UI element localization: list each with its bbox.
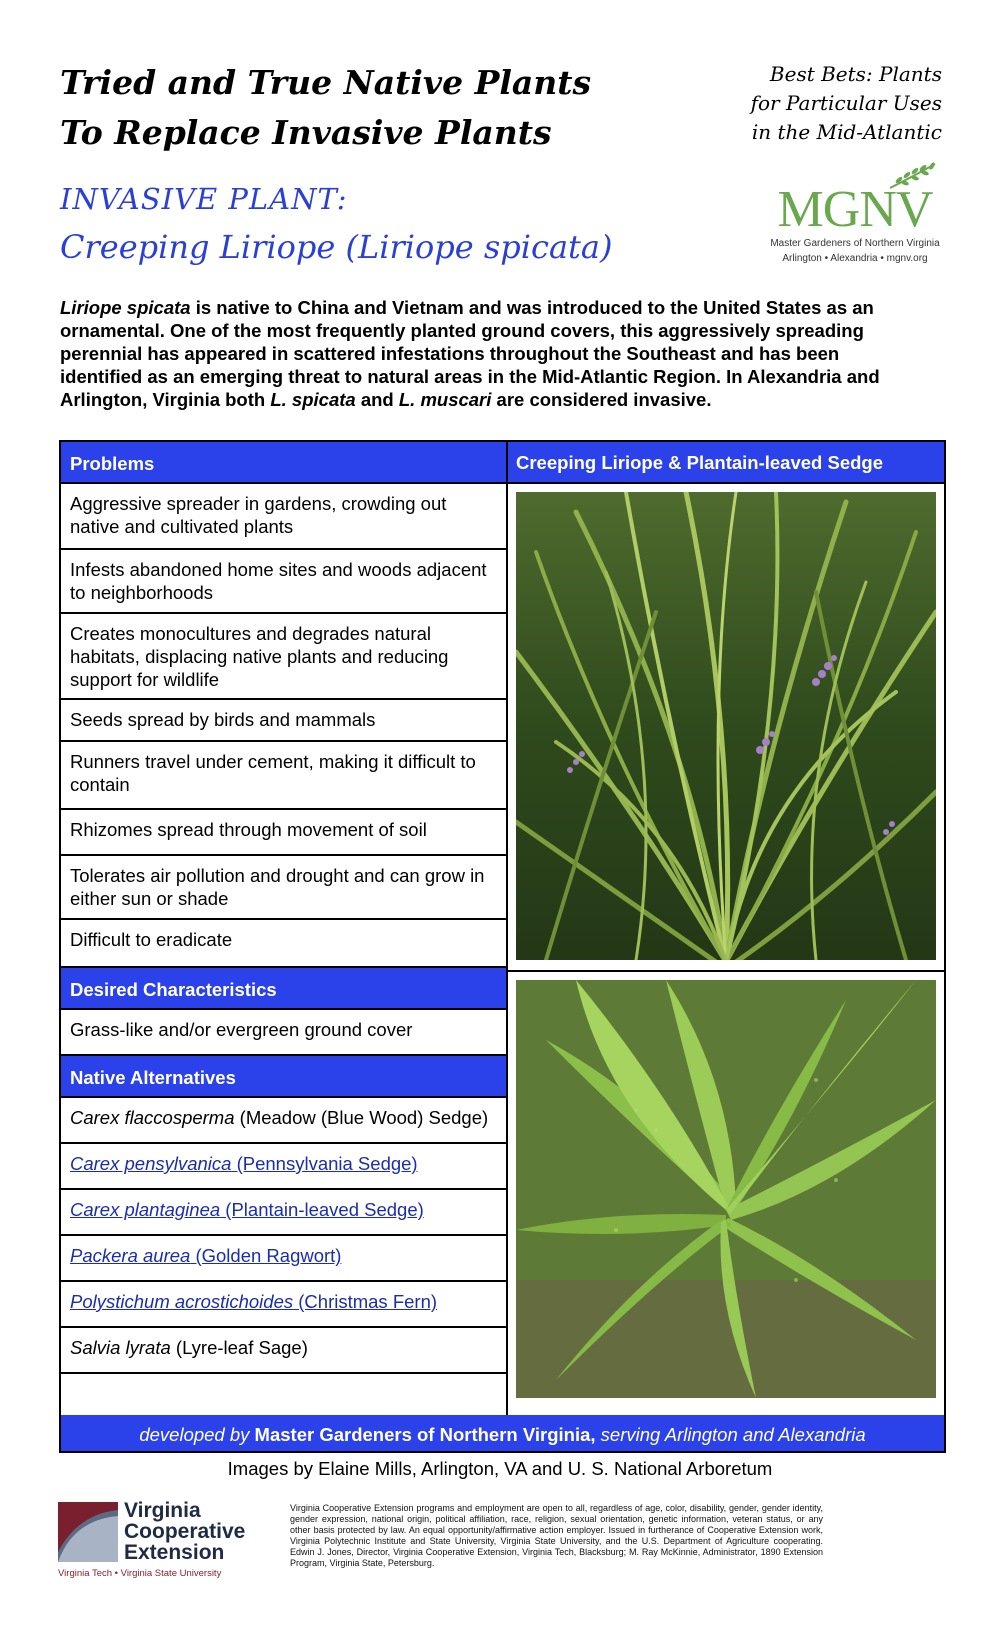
desired-header: Desired Characteristics — [61, 968, 506, 1010]
legal-disclaimer: Virginia Cooperative Extension programs and employment are open to all, regardless of age, color, disability, gender, gender identity, gender expression, national origin, political affiliation, race, religion, sexual orientation, genetic information, veteran status, or any other basis protected by law. An equal opportunity/affirmative action employer. Issued in furtherance of Cooperative Extension work, Virginia Polytechnic Institute and State University, Virginia State University, and the U.S. Department of Agriculture cooperating. Edwin J. Jones, Director, Virginia Cooperative Extension, Virginia Tech, Blacksburg; M. Ray McKinnie, Administrator, 1890 Extension Program, Virginia State, Petersburg. — [290, 1503, 823, 1568]
sedge-photo — [516, 980, 936, 1398]
native-sci-name: Carex flaccosperma — [70, 1107, 235, 1128]
invasive-plant-name: Creeping Liriope (Liriope spicata) — [60, 228, 613, 266]
series-label — [682, 60, 942, 147]
vce-wordmark — [124, 1500, 245, 1563]
page-title — [60, 58, 700, 158]
dev-suffix: serving Arlington and Alexandria — [595, 1424, 866, 1445]
intro-text-2: and — [355, 389, 399, 410]
best-bets-line-1: Best Bets: Plants — [769, 62, 942, 86]
best-bets-line-3: in the Mid-Atlantic — [751, 120, 942, 144]
plant-table — [59, 440, 946, 1436]
logo-wordmark: MGNV — [777, 181, 933, 238]
native-row[interactable] — [61, 1282, 506, 1328]
photo-header: Creeping Liriope & Plantain-leaved Sedge — [508, 442, 944, 484]
intro-text-1: is native to China and Vietnam and was introduced to the United States as an ornamental. One of the most frequently planted ground covers, this aggressively spreading perennial has appeared in scattered infestations throughout the Southeast and has been identified as an emerging threat to natural areas in the Mid-Atlantic Region. In Alexandria and Arlington, Virginia both — [60, 297, 880, 410]
intro-species-2: L. spicata — [270, 389, 356, 410]
native-link[interactable] — [70, 1291, 437, 1312]
problem-row: Seeds spread by birds and mammals — [61, 700, 506, 742]
native-sci-name: Packera aurea — [70, 1245, 191, 1266]
native-link[interactable] — [70, 1199, 424, 1220]
intro-text-3: are considered invasive. — [491, 389, 712, 410]
dev-org: Master Gardeners of Northern Virginia, — [254, 1424, 596, 1445]
native-row[interactable] — [61, 1236, 506, 1282]
native-link[interactable] — [70, 1153, 418, 1174]
logo-org-name: Master Gardeners of Northern Virginia — [770, 238, 940, 249]
vce-mark-icon — [58, 1502, 118, 1562]
desired-row: Grass-like and/or evergreen ground cover — [61, 1010, 506, 1056]
native-link[interactable] — [70, 1245, 341, 1266]
liriope-photo — [516, 492, 936, 960]
image-credits: Images by Elaine Mills, Arlington, VA and U. S. National Arboretum — [227, 1458, 773, 1479]
intro-paragraph — [60, 296, 920, 411]
vce-line-2: Cooperative — [124, 1520, 246, 1543]
problem-row: Infests abandoned home sites and woods adjacent to neighborhoods — [61, 550, 506, 614]
intro-species: Liriope spicata — [60, 297, 191, 318]
title-line-1: Tried and True Native Plants — [60, 63, 592, 102]
natives-header: Native Alternatives — [61, 1056, 506, 1098]
mgnv-logo — [760, 160, 950, 270]
native-row — [61, 1098, 506, 1144]
problem-row: Tolerates air pollution and drought and can grow in either sun or shade — [61, 856, 506, 920]
intro-species-3: L. muscari — [398, 389, 492, 410]
problem-row: Difficult to eradicate — [61, 920, 506, 968]
native-sci-name: Polystichum acrostichoides — [70, 1291, 294, 1312]
table-left-column — [61, 442, 508, 1434]
native-common-name: (Golden Ragwort) — [190, 1245, 342, 1266]
sedge-image — [516, 980, 936, 1398]
vce-line-1: Virginia — [124, 1499, 201, 1522]
native-row[interactable] — [61, 1190, 506, 1236]
problems-header: Problems — [61, 442, 506, 484]
best-bets-line-2: for Particular Uses — [750, 91, 942, 115]
native-sci-name: Carex pensylvanica — [70, 1153, 232, 1174]
native-common-name: (Pennsylvania Sedge) — [231, 1153, 418, 1174]
title-line-2: To Replace Invasive Plants — [60, 113, 552, 152]
problem-row: Rhizomes spread through movement of soil — [61, 810, 506, 856]
problem-row: Aggressive spreader in gardens, crowding out native and cultivated plants — [61, 484, 506, 550]
dev-prefix: developed by — [139, 1424, 255, 1445]
invasive-label: INVASIVE PLANT: — [60, 182, 348, 216]
native-common-name: (Lyre-leaf Sage) — [170, 1337, 308, 1358]
native-sci-name: Carex plantaginea — [70, 1199, 221, 1220]
logo-locations: Arlington • Alexandria • mgnv.org — [782, 253, 928, 264]
vce-logo — [58, 1500, 268, 1580]
native-sci-name: Salvia lyrata — [70, 1337, 171, 1358]
native-row[interactable] — [61, 1144, 506, 1190]
native-common-name: (Christmas Fern) — [293, 1291, 438, 1312]
vce-line-3: Extension — [124, 1541, 225, 1564]
liriope-image — [516, 492, 936, 960]
vce-subtitle: Virginia Tech • Virginia State University — [58, 1568, 222, 1579]
native-row — [61, 1328, 506, 1374]
photo-divider — [508, 970, 944, 972]
table-right-column — [508, 442, 944, 1434]
developed-by-bar — [59, 1415, 946, 1453]
native-common-name: (Meadow (Blue Wood) Sedge) — [234, 1107, 489, 1128]
native-common-name: (Plantain-leaved Sedge) — [220, 1199, 424, 1220]
problem-row: Creates monocultures and degrades natural habitats, displacing native plants and reducing support for wildlife — [61, 614, 506, 700]
problem-row: Runners travel under cement, making it difficult to contain — [61, 742, 506, 810]
